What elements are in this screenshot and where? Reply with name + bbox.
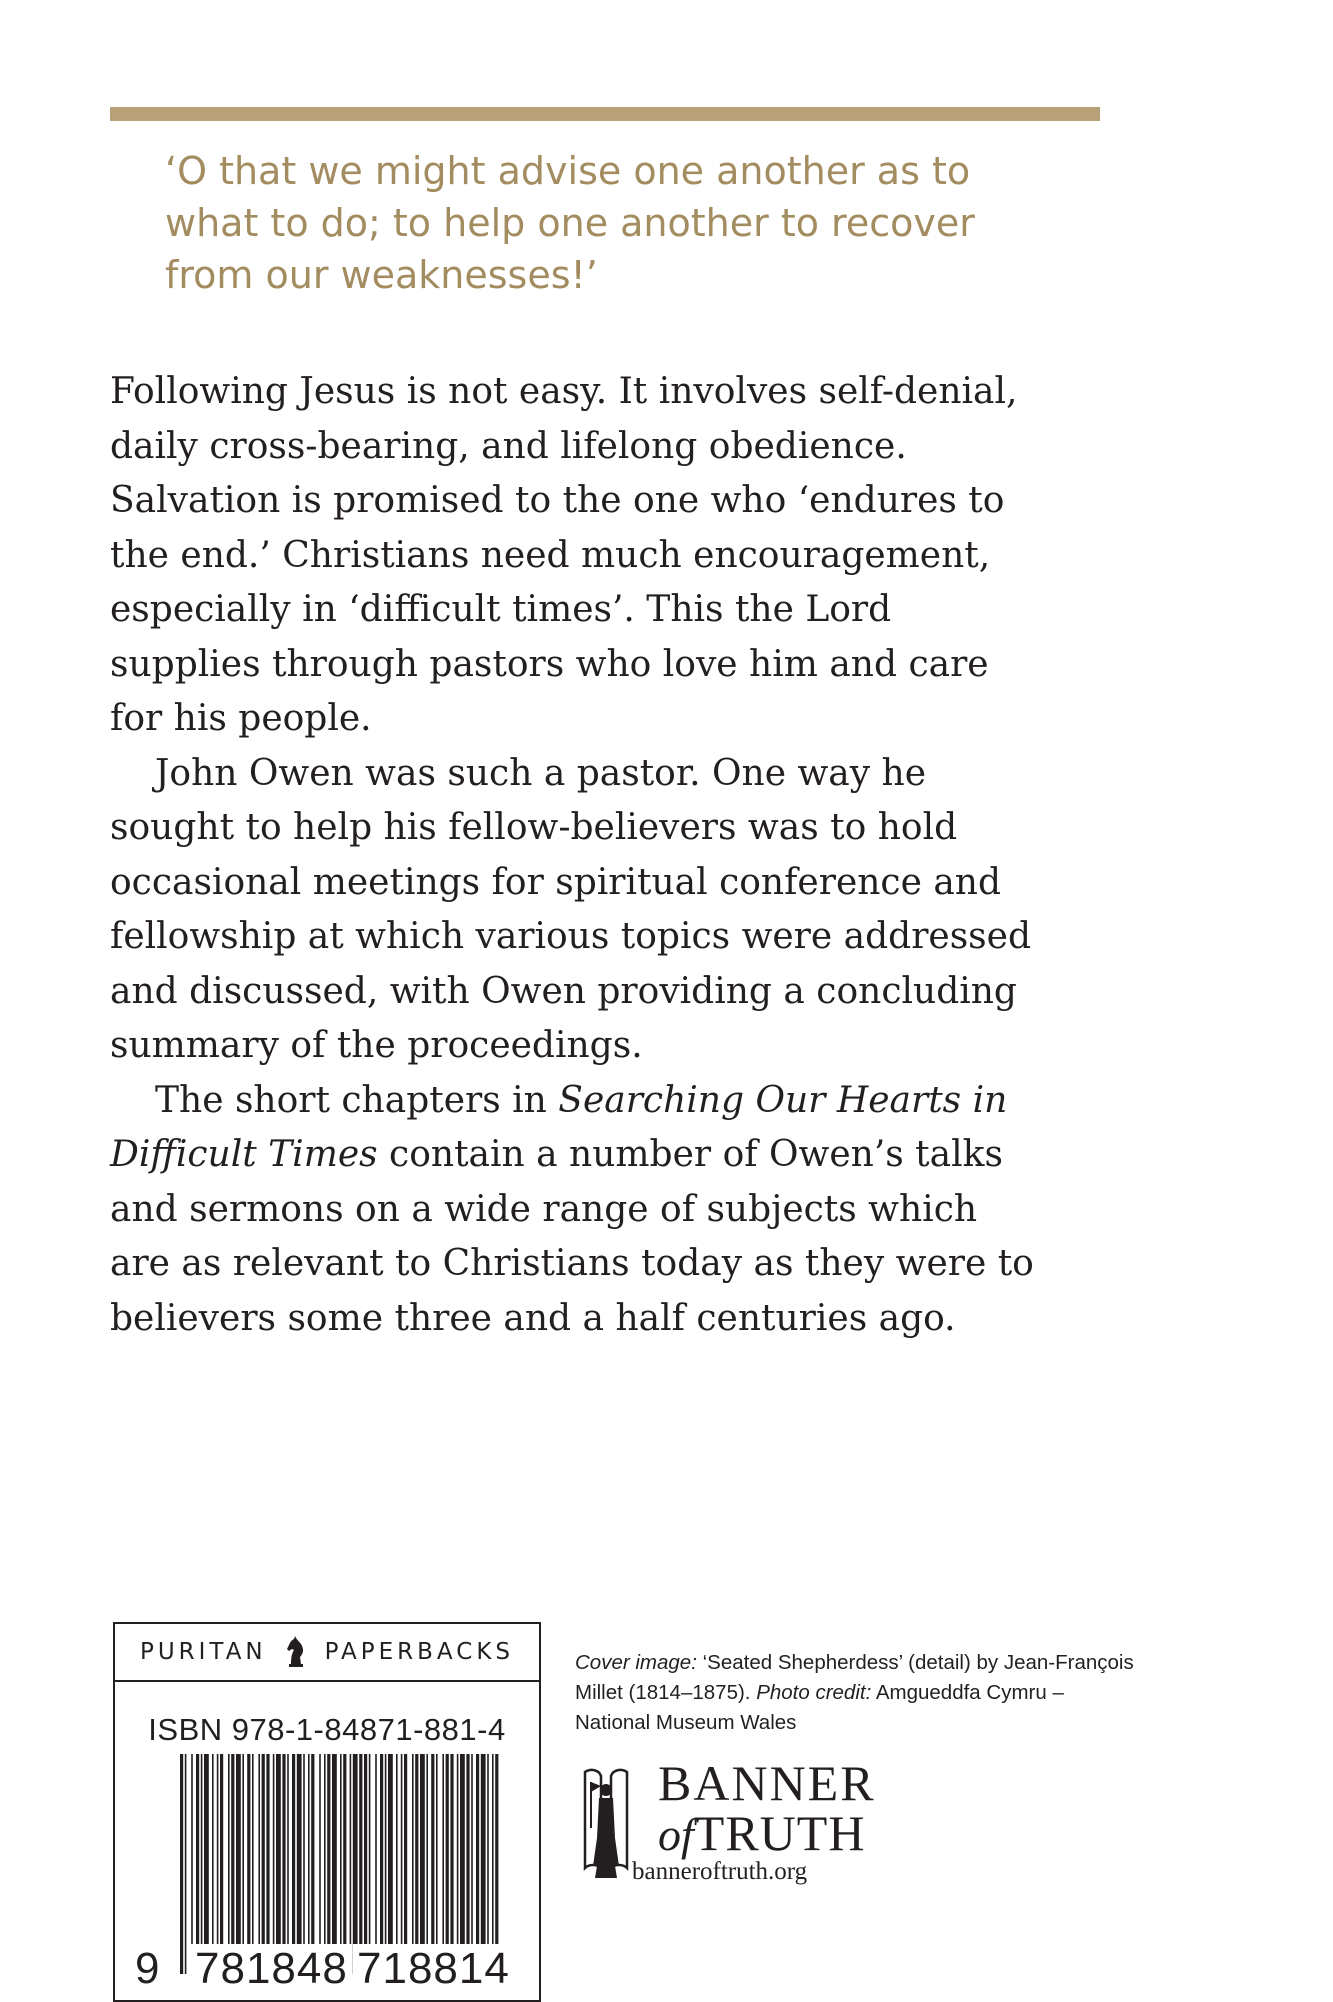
top-rule (110, 107, 1100, 121)
barcode-digits-right: 718814 (353, 1944, 514, 1994)
barcode-bar (273, 1754, 275, 1944)
barcode-bar (196, 1754, 199, 1944)
barcode-bar (412, 1754, 414, 1944)
book-title: Searching Our Hearts in (558, 1079, 1008, 1121)
barcode-bar (287, 1754, 289, 1944)
barcode-guard-bar (180, 1754, 183, 1974)
barcode-bar (431, 1754, 434, 1944)
series-right: PAPERBACKS (324, 1639, 515, 1665)
credit-line: National Museum Wales (575, 1711, 797, 1734)
blurb-line (110, 1074, 1110, 1129)
barcode-bar (460, 1754, 465, 1944)
barcode-guard-bar (359, 1754, 362, 1974)
isbn-label: ISBN 978-1-84871-881-4 (148, 1712, 506, 1747)
credit-text: Millet (1814–1875). (575, 1681, 757, 1704)
banner-figure-icon (577, 1768, 635, 1886)
blurb-line: and sermons on a wide range of subjects which (110, 1188, 978, 1230)
quote-line: ‘O that we might advise one another as to (165, 149, 971, 193)
barcode-bar (446, 1754, 449, 1944)
barcode-bar (442, 1754, 444, 1944)
barcode-guard-bar (185, 1754, 187, 1974)
blurb-line: supplies through pastors who love him and care (110, 643, 989, 685)
barcode-bar (282, 1754, 285, 1944)
publisher-logo (658, 1755, 876, 1861)
barcode-bar (481, 1754, 486, 1944)
barcode-bar (201, 1754, 203, 1944)
blurb-line: daily cross-bearing, and lifelong obedience. (110, 425, 907, 467)
blurb-text: contain a number of Owen’s talks (377, 1134, 1003, 1175)
barcode-bar (212, 1754, 214, 1944)
blurb-line: summary of the proceedings. (110, 1025, 643, 1066)
barcode-bar (311, 1754, 314, 1944)
publisher-website: banneroftruth.org (632, 1858, 808, 1885)
credit-text: Amgueddfa Cymru – (871, 1681, 1064, 1704)
barcode-bar (466, 1754, 469, 1944)
barcode-bar (319, 1754, 321, 1944)
blurb-line: are as relevant to Christians today as they were to (110, 1243, 1034, 1284)
barcode-bar (420, 1754, 425, 1944)
barcode-bar (450, 1754, 453, 1944)
barcode-bar (297, 1754, 302, 1944)
blurb-line: sought to help his fellow-believers was to hold (110, 807, 958, 848)
barcode-bar (457, 1754, 459, 1944)
publisher-of: of (658, 1809, 694, 1860)
barcode-bar (327, 1754, 330, 1944)
barcode-bar (236, 1754, 241, 1944)
book-title: Difficult Times (110, 1134, 378, 1175)
barcode-bar (492, 1754, 494, 1944)
barcode-bar (350, 1754, 352, 1944)
blurb-line: especially in ‘difficult times’. This the Lord (110, 589, 892, 630)
barcode-bar (388, 1754, 393, 1944)
barcode-bar (217, 1754, 219, 1944)
barcode-guard-bar (262, 1754, 265, 1974)
publisher-truth: TRUTH (693, 1805, 866, 1861)
barcode-digit-first: 9 (135, 1944, 160, 1993)
chess-knight-icon (283, 1635, 309, 1669)
blurb-line: occasional meetings for spiritual conference and (110, 861, 1002, 903)
series-banner (115, 1624, 539, 1682)
barcode-bar (487, 1754, 489, 1944)
publisher-line2 (658, 1805, 876, 1861)
barcode-bar (364, 1754, 367, 1944)
blurb-line: fellowship at which various topics were addressed (110, 916, 1032, 957)
barcode-bar (385, 1754, 387, 1944)
barcode-guard-bar (266, 1754, 269, 1974)
blurb-line (110, 1128, 1110, 1183)
isbn-box (113, 1622, 541, 2002)
barcode-guard-bar (258, 1754, 260, 1974)
barcode-bar (247, 1754, 250, 1944)
blurb-line: the end.’ Christians need much encouragement, (110, 534, 991, 576)
barcode-bar (401, 1754, 403, 1944)
barcode-bar (471, 1754, 473, 1944)
barcode-bar (380, 1754, 383, 1944)
blurb-line: Salvation is promised to the one who ‘endures to (110, 480, 1005, 521)
barcode-bar (343, 1754, 346, 1944)
cover-credit (575, 1648, 1155, 1738)
barcode-bar (332, 1754, 337, 1944)
barcode-bar (228, 1754, 230, 1944)
barcode (180, 1754, 502, 1974)
barcode-bar (426, 1754, 428, 1944)
barcode-bar (436, 1754, 438, 1944)
series-left: PURITAN (139, 1639, 267, 1665)
credit-label: Cover image: (575, 1651, 697, 1674)
barcode-bar (252, 1754, 254, 1944)
barcode-bar (369, 1754, 371, 1944)
credit-line (575, 1678, 1155, 1708)
barcode-bar (495, 1754, 498, 1944)
quote-line: what to do; to help one another to recover (165, 201, 975, 245)
blurb-line: and discussed, with Owen providing a concluding (110, 970, 1017, 1012)
barcode-bar (276, 1754, 281, 1944)
blurb-line: for his people. (110, 698, 372, 739)
barcode-bar (308, 1754, 310, 1944)
blurb-line: John Owen was such a pastor. One way he (155, 752, 926, 794)
barcode-bar (340, 1754, 342, 1944)
barcode-bar (476, 1754, 479, 1944)
barcode-bar (415, 1754, 418, 1944)
barcode-bar (242, 1754, 244, 1944)
pull-quote (165, 145, 1045, 301)
blurb-text: The short chapters in (155, 1079, 559, 1121)
barcode-bar (404, 1754, 407, 1944)
blurb-line: Following Jesus is not easy. It involves self-denial, (110, 371, 1018, 412)
barcode-bar (292, 1754, 295, 1944)
barcode-digits-left: 781848 (191, 1944, 352, 1994)
barcode-digits (135, 1944, 525, 1994)
barcode-bar (375, 1754, 377, 1944)
quote-line: from our weaknesses!’ (165, 253, 598, 297)
credit-text: ‘Seated Shepherdess’ (detail) by Jean-François (696, 1651, 1134, 1674)
barcode-bar (303, 1754, 305, 1944)
barcode-bar (191, 1754, 193, 1944)
publisher-line1: BANNER (658, 1755, 876, 1811)
blurb (110, 365, 1110, 1346)
barcode-bar (324, 1754, 326, 1944)
barcode-guard-bar (353, 1754, 358, 1974)
barcode-bar (231, 1754, 234, 1944)
credit-line (575, 1648, 1155, 1678)
blurb-line: believers some three and a half centuries ago. (110, 1297, 956, 1339)
barcode-bar (220, 1754, 223, 1944)
credit-label: Photo credit: (756, 1681, 872, 1704)
barcode-bar (204, 1754, 209, 1944)
barcode-bar (396, 1754, 398, 1944)
